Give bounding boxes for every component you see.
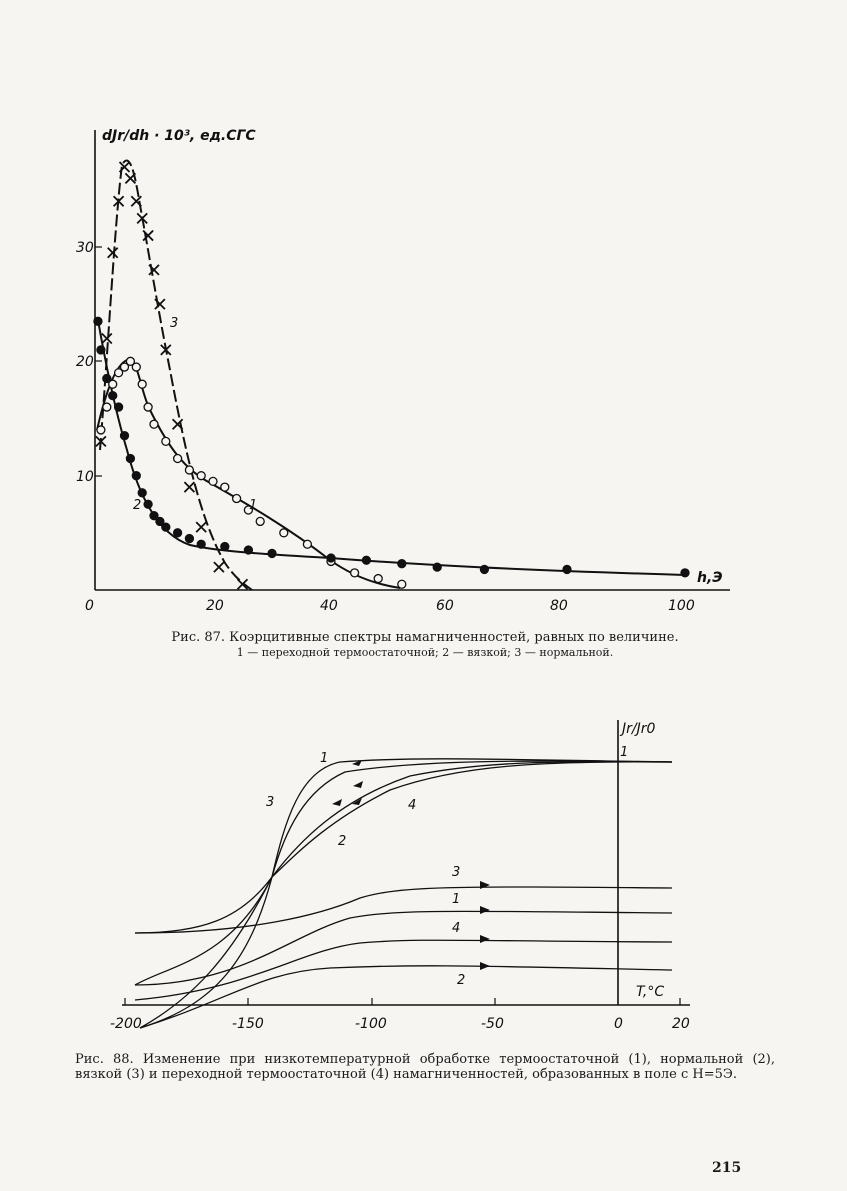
curve-label-1: 1 bbox=[249, 498, 258, 513]
figure-87-caption-legend: 1 — переходной термоостаточной; 2 — вязкой; 3 — нормальной. bbox=[236, 646, 614, 659]
x-ticklabel-100: 100 bbox=[668, 598, 695, 614]
curve-4-heating bbox=[135, 940, 672, 1000]
curve88-label-1-lower: 1 bbox=[452, 892, 461, 907]
curve-2-heating bbox=[140, 966, 672, 1028]
x-ticklabel-minus50: -50 bbox=[481, 1016, 504, 1032]
curve-3-upper bbox=[272, 761, 672, 877]
x-ticklabel-minus200: -200 bbox=[110, 1016, 142, 1032]
x-ticklabel-0: 0 bbox=[85, 598, 94, 614]
curve88-label-2-upper: 2 bbox=[338, 834, 347, 849]
x-axis-label: h,Э bbox=[697, 570, 723, 586]
curve88-label-2-lower: 2 bbox=[457, 973, 466, 988]
x-ticklabel-0: 0 bbox=[614, 1016, 623, 1032]
x-ticklabel-60: 60 bbox=[436, 598, 454, 614]
x-ticklabel-20: 20 bbox=[672, 1016, 690, 1032]
curve-1-heating bbox=[135, 911, 672, 985]
x-ticklabel-80: 80 bbox=[550, 598, 568, 614]
curve88-label-3-lower: 3 bbox=[452, 865, 461, 880]
y-axis-label-88: Jr/Jr0 bbox=[622, 721, 656, 737]
curve-label-2: 2 bbox=[133, 498, 142, 513]
x-ticklabel-minus150: -150 bbox=[232, 1016, 264, 1032]
y-marker-1: 1 bbox=[620, 745, 629, 760]
curve88-label-4-lower: 4 bbox=[452, 921, 461, 936]
page-number: 215 bbox=[712, 1160, 742, 1176]
curve88-label-4-upper: 4 bbox=[408, 798, 417, 813]
curve-3-heating bbox=[135, 887, 672, 933]
x-axis-label-88: T,°C bbox=[636, 984, 665, 1000]
y-ticklabel-30: 30 bbox=[76, 240, 94, 256]
x-ticklabel-20: 20 bbox=[206, 598, 224, 614]
y-ticklabel-10: 10 bbox=[76, 469, 94, 485]
figure-87-caption-title: Рис. 87. Коэрцитивные спектры намагниченностей, равных по величине. bbox=[171, 630, 679, 645]
curve-1-upper bbox=[272, 759, 672, 877]
curve-3-low-loop bbox=[135, 877, 272, 933]
x-ticklabel-40: 40 bbox=[320, 598, 338, 614]
figure-88-caption: Рис. 88. Изменение при низкотемпературной обработке термоостаточной (1), нормальной (2), вязкой (3) и переходной термоостаточной (4) намагниченностей, образованных в поле с H=5Э. bbox=[75, 1052, 775, 1082]
curve-label-3: 3 bbox=[170, 316, 179, 331]
y-ticklabel-20: 20 bbox=[76, 354, 94, 370]
curve88-label-3-upper: 3 bbox=[266, 795, 275, 810]
arrows-group bbox=[332, 760, 490, 970]
curve88-label-1-upper: 1 bbox=[320, 751, 329, 766]
x-ticklabel-minus100: -100 bbox=[355, 1016, 387, 1032]
y-axis-label: dJr/dh · 10³, ед.СГС bbox=[102, 128, 256, 144]
